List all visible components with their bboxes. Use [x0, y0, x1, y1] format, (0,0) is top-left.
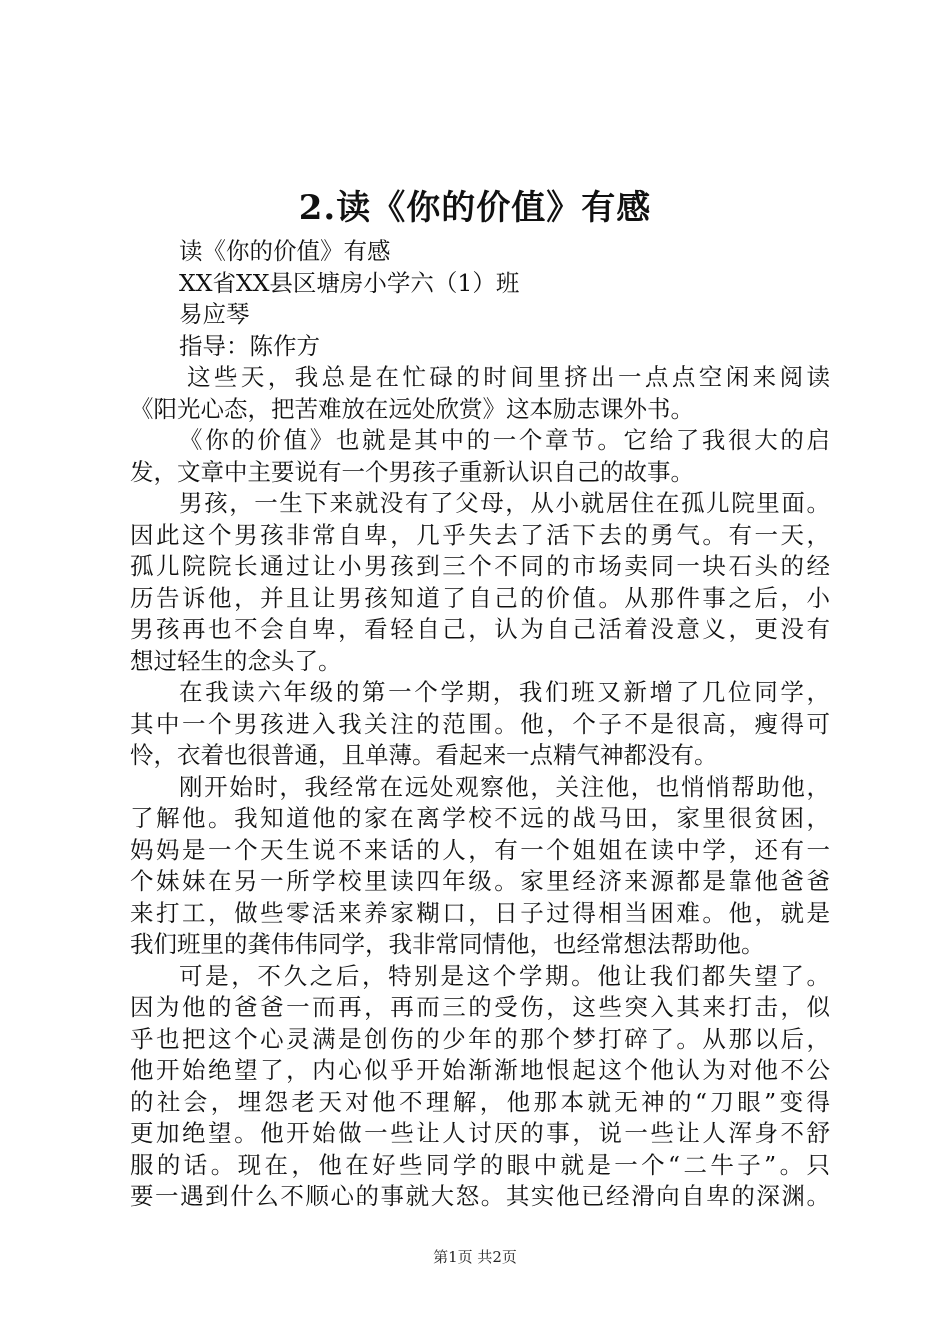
text-line: 男孩再也不会自卑，看轻自己，认为自己活着没意义，更没有 — [130, 615, 830, 643]
text-line: 要一遇到什么不顺心的事就大怒。其实他已经滑向自卑的深渊。 — [130, 1182, 830, 1210]
text-line: 这些天，我总是在忙碌的时间里挤出一点点空闲来阅读 — [187, 363, 830, 391]
text-line: 更加绝望。他开始做一些让人讨厌的事，说一些让人浑身不舒 — [130, 1119, 830, 1147]
page-number-footer: 第1页 共2页 — [433, 1248, 517, 1266]
text-line: XX省XX县区塘房小学六（1）班 — [179, 268, 520, 297]
text-line: 来打工，做些零活来养家糊口，日子过得相当困难。他，就是 — [130, 898, 830, 927]
text-line: 我们班里的龚伟伟同学，我非常同情他，也经常想法帮助他。 — [130, 930, 765, 958]
text-line: 易应琴 — [179, 300, 250, 328]
text-line: 因此这个男孩非常自卑，几乎失去了活下去的勇气。有一天， — [130, 520, 830, 549]
text-line: 妈妈是一个天生说不来话的人，有一个姐姐在读中学，还有一 — [130, 835, 830, 864]
text-line: 因为他的爸爸一而再，再而三的受伤，这些突入其来打击，似 — [130, 993, 830, 1021]
document-body — [130, 236, 830, 1213]
text-line: 乎也把这个心灵满是创伤的少年的那个梦打碎了。从那以后， — [130, 1024, 830, 1053]
text-line: 《你的价值》也就是其中的一个章节。它给了我很大的启 — [179, 426, 830, 454]
text-line: 他开始绝望了，内心似乎开始渐渐地恨起这个他认为对他不公 — [130, 1056, 830, 1084]
text-line: 历告诉他，并且让男孩知道了自己的价值。从那件事之后，小 — [130, 583, 830, 612]
text-line: 服的话。现在，他在好些同学的眼中就是一个“二牛子”。只 — [130, 1150, 830, 1179]
text-line: 怜，衣着也很普通，且单薄。看起来一点精气神都没有。 — [130, 741, 718, 769]
text-line: 男孩，一生下来就没有了父母，从小就居住在孤儿院里面。 — [179, 489, 830, 517]
text-line: 的社会，埋怨老天对他不理解，他那本就无神的“刀眼”变得 — [130, 1087, 830, 1116]
document-title: 2.读《你的价值》有感 — [298, 188, 652, 228]
text-line: 想过轻生的念头了。 — [130, 646, 342, 675]
text-line: 个妹妹在另一所学校里读四年级。家里经济来源都是靠他爸爸 — [130, 867, 830, 895]
text-line: 可是，不久之后，特别是这个学期。他让我们都失望了。 — [179, 961, 830, 990]
text-line: 了解他。我知道他的家在离学校不远的战马田，家里很贫困， — [130, 804, 830, 832]
text-line: 读《你的价值》有感 — [179, 237, 391, 265]
text-line: 在我读六年级的第一个学期，我们班又新增了几位同学， — [179, 678, 830, 706]
text-line: 其中一个男孩进入我关注的范围。他，个子不是很高，瘦得可 — [130, 709, 830, 738]
text-line: 孤儿院院长通过让小男孩到三个不同的市场卖同一块石头的经 — [130, 552, 830, 580]
text-line: 《阳光心态，把苦难放在远处欣赏》这本励志课外书。 — [130, 394, 694, 423]
text-line: 刚开始时，我经常在远处观察他，关注他，也悄悄帮助他， — [179, 772, 830, 801]
text-line: 发，文章中主要说有一个男孩子重新认识自己的故事。 — [130, 457, 694, 486]
text-line: 指导：陈作方 — [179, 331, 320, 360]
